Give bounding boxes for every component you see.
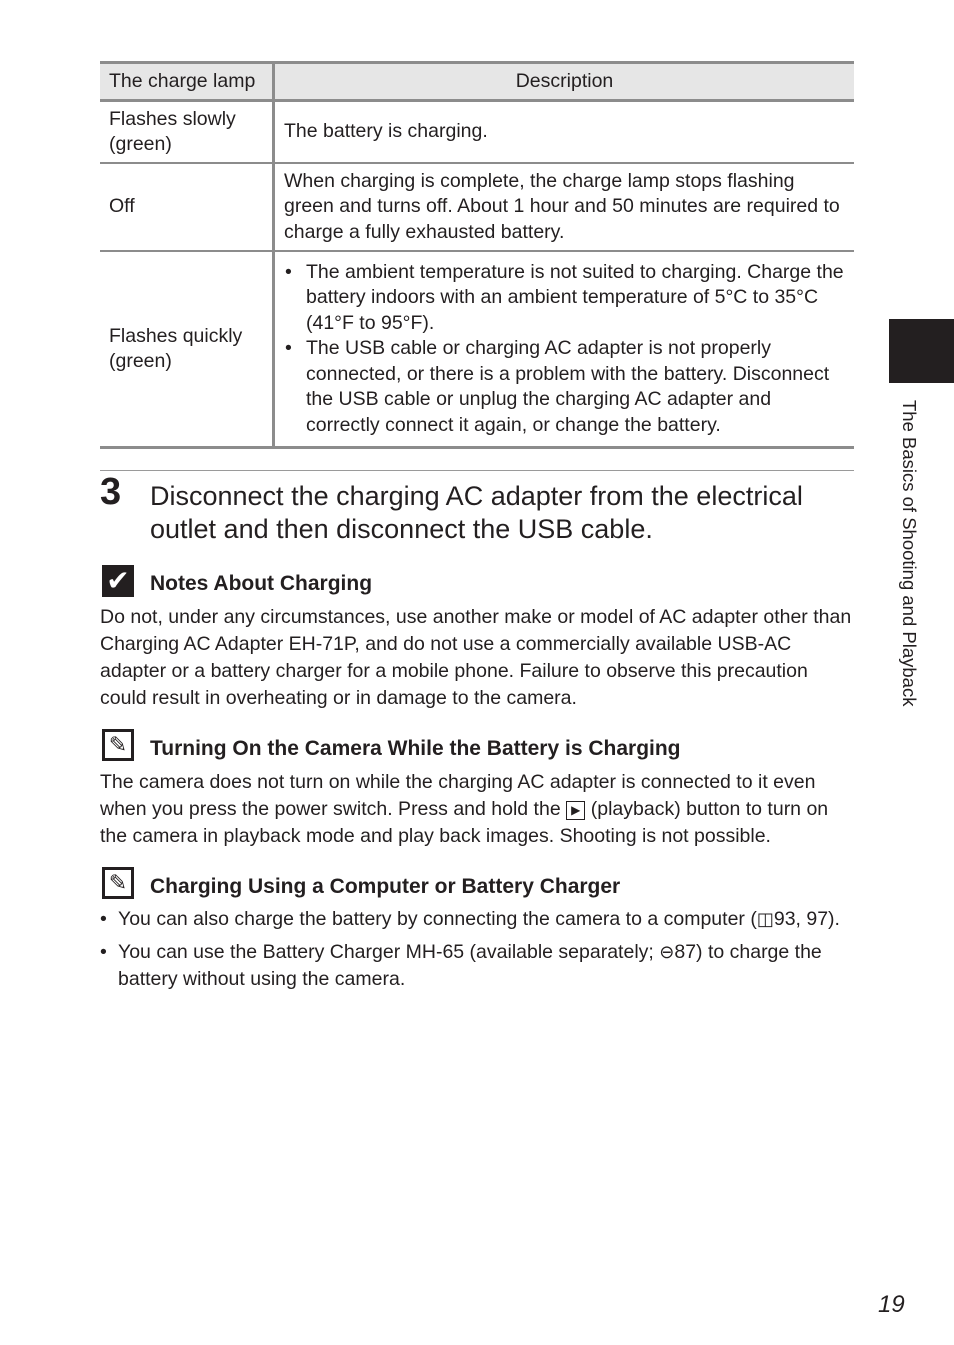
note-paragraph: Do not, under any circumstances, use another make or model of AC adapter other than Charging AC Adapter EH-71P, and do not use a commercially available USB-AC adapter or a battery charger for a mobile phone. Failure to observe this precaution could result in overheating or in damage to the camera. <box>100 606 852 709</box>
bullet-icon: • <box>285 337 292 360</box>
list-item <box>284 260 845 337</box>
lamp-state-cell: Flashes quickly (green) <box>100 251 274 448</box>
note-text-part: The camera does not turn on while the charging AC adapter is connected to it even when you press the power switch. Press and hold the <box>100 771 816 820</box>
bullet-text-part: You can also charge the battery by connecting the camera to a computer ( <box>118 908 757 930</box>
bullet-icon: • <box>285 260 292 283</box>
bullet-icon: • <box>100 941 107 963</box>
note-bullet-list <box>100 906 852 993</box>
description-cell <box>274 251 855 448</box>
note-body-computer-charger <box>100 906 852 999</box>
header-description: Description <box>274 63 855 101</box>
note-paragraph <box>100 769 852 850</box>
bullet-text-part: You can use the Battery Charger MH-65 (available separately; <box>118 941 654 963</box>
list-item <box>100 906 852 933</box>
step-number: 3 <box>100 471 122 513</box>
table-row <box>100 163 854 251</box>
charge-lamp-table <box>100 61 854 449</box>
reference-section-icon: ⊖ <box>659 942 675 962</box>
note-text-part: (playback) button to turn on the camera in playback mode and play back images. Shooting is not possible. <box>100 798 829 847</box>
bullet-text-part: 93, 97). <box>773 908 840 930</box>
bullet-text-part: 87) to charge the battery without using the camera. <box>118 941 822 990</box>
page-number: 19 <box>878 1291 905 1318</box>
chapter-tab-marker <box>889 319 954 383</box>
note-body-turning-on <box>100 769 852 850</box>
playback-button-icon: ▶ <box>566 801 585 820</box>
chapter-side-label: The Basics of Shooting and Playback <box>899 400 920 707</box>
check-icon: ✔ <box>102 565 134 597</box>
description-cell: When charging is complete, the charge lamp stops flashing green and turns off. About 1 hour and 50 minutes are required to charge a fully exhausted battery. <box>274 163 855 251</box>
note-title-charging: Notes About Charging <box>150 572 373 595</box>
book-reference-icon: ◫ <box>756 909 774 929</box>
note-title-turning-on: Turning On the Camera While the Battery is Charging <box>150 737 681 760</box>
list-item <box>284 336 845 438</box>
header-charge-lamp: The charge lamp <box>100 63 274 101</box>
table-row <box>100 101 854 164</box>
description-bullet-list <box>284 260 845 439</box>
lamp-state-cell: Flashes slowly (green) <box>100 101 274 164</box>
bullet-text: The ambient temperature is not suited to charging. Charge the battery indoors with an ambient temperature of 5°C to 35°C (41°F to 95°F). <box>306 260 844 334</box>
table-row <box>100 251 854 448</box>
section-divider <box>100 470 854 471</box>
lamp-state-cell: Off <box>100 163 274 251</box>
bullet-text: The USB cable or charging AC adapter is not properly connected, or there is a problem with the battery. Disconnect the USB cable or unplug the charging AC adapter and correctly connect it again, or change the battery. <box>306 337 830 436</box>
note-title-computer-charger: Charging Using a Computer or Battery Charger <box>150 875 621 898</box>
description-cell: The battery is charging. <box>274 101 855 164</box>
bullet-icon: • <box>100 908 107 930</box>
pencil-icon: ✎ <box>102 867 134 899</box>
note-body-charging <box>100 604 852 712</box>
step-instruction: Disconnect the charging AC adapter from the electrical outlet and then disconnect the USB cable. <box>150 481 803 544</box>
pencil-icon: ✎ <box>102 729 134 761</box>
list-item <box>100 939 852 993</box>
table-header-row <box>100 63 854 101</box>
